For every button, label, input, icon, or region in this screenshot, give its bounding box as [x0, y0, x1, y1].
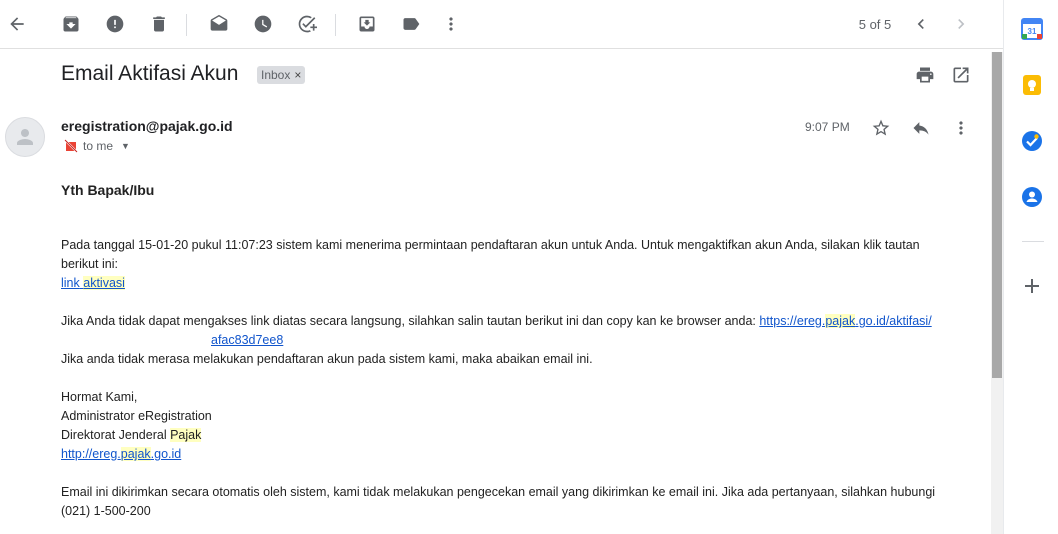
signature-line: [61, 426, 201, 445]
archive-button[interactable]: [54, 7, 88, 41]
label-icon: [401, 14, 421, 34]
keep-icon: [1022, 74, 1042, 96]
recipient-details[interactable]: [64, 139, 130, 153]
arrow-left-icon: [7, 14, 27, 34]
move-to-button[interactable]: [350, 7, 384, 41]
trash-icon: [149, 14, 169, 34]
url-part: .go.id: [150, 447, 182, 461]
delete-button[interactable]: [142, 7, 176, 41]
contacts-app-button[interactable]: [1020, 185, 1044, 209]
get-addons-button[interactable]: [1020, 274, 1044, 298]
mark-unread-button[interactable]: [202, 7, 236, 41]
more-button[interactable]: [434, 7, 468, 41]
body-paragraph: berikut ini:: [61, 257, 118, 271]
reply-icon: [911, 118, 931, 138]
toolbar-divider: [335, 14, 336, 36]
link-word: link: [61, 276, 80, 290]
pager-count: 5 of 5: [858, 17, 892, 32]
calendar-app-button[interactable]: [1020, 17, 1044, 41]
keep-app-button[interactable]: [1020, 73, 1044, 97]
activation-link[interactable]: [61, 274, 125, 293]
older-button[interactable]: [944, 7, 978, 41]
more-vert-icon: [951, 118, 971, 138]
add-icon: [1024, 278, 1040, 294]
link-word-highlight: aktivasi: [83, 276, 125, 290]
remove-label-icon[interactable]: ×: [294, 68, 302, 82]
add-task-button[interactable]: [290, 7, 324, 41]
website-url[interactable]: [61, 447, 181, 461]
footer-paragraph: Email ini dikirimkan secara otomatis oleh sistem, kami tidak melakukan pengecekan email yang dikirimkan ke email ini. Jika ada pertanyaan, silahkan hubungi: [61, 485, 936, 499]
snooze-button[interactable]: [246, 7, 280, 41]
scrollbar[interactable]: [991, 52, 1003, 534]
activation-url-continued[interactable]: [211, 331, 283, 350]
labels-button[interactable]: [394, 7, 428, 41]
sender-avatar[interactable]: [5, 117, 45, 157]
add-task-icon: [297, 14, 317, 34]
body-paragraph: [61, 312, 932, 331]
caret-down-icon[interactable]: ▼: [121, 141, 130, 151]
print-icon: [915, 65, 935, 85]
url-part: http://ereg.: [61, 447, 121, 461]
body-paragraph: Jika anda tidak merasa melakukan pendaftaran akun pada sistem kami, maka abaikan email ini.: [61, 352, 593, 366]
toolbar-divider: [186, 14, 187, 36]
archive-icon: [61, 14, 81, 34]
url-part-highlight: pajak: [120, 447, 151, 461]
activation-url[interactable]: [759, 314, 931, 328]
calendar-icon: [1021, 18, 1043, 40]
chevron-left-icon: [911, 14, 931, 34]
toolbar: [0, 0, 1003, 49]
newer-button[interactable]: [904, 7, 938, 41]
side-panel: [1003, 0, 1058, 534]
back-button[interactable]: [0, 7, 34, 41]
email-greeting: Yth Bapak/Ibu: [61, 182, 155, 198]
recipient-text: to me: [83, 139, 114, 153]
move-to-icon: [357, 14, 377, 34]
url-line2[interactable]: afac83d7ee8: [211, 333, 284, 347]
tasks-icon: [1021, 130, 1043, 152]
chevron-right-icon: [951, 14, 971, 34]
clock-icon: [253, 14, 273, 34]
email-subject: Email Aktifasi Akun: [61, 62, 239, 85]
url-part: https://ereg.: [759, 314, 826, 328]
inbox-label-chip[interactable]: [257, 66, 305, 84]
open-new-window-button[interactable]: [950, 64, 972, 86]
star-button[interactable]: [869, 116, 893, 140]
image-blocked-icon: [64, 139, 78, 153]
reply-button[interactable]: [909, 116, 933, 140]
activation-link-text[interactable]: [61, 276, 125, 290]
body-paragraph: Pada tanggal 15-01-20 pukul 11:07:23 sistem kami menerima permintaan pendaftaran akun untuk Anda. Untuk mengaktifkan akun Anda, silakan klik tautan: [61, 238, 920, 252]
open-in-new-icon: [951, 65, 971, 85]
calendar-day-text: 31: [1027, 27, 1037, 36]
copy-link-instructions: Jika Anda tidak dapat mengakses link diatas secara langsung, silahkan salin tautan berikut ini dan copy kan ke browser anda:: [61, 314, 760, 328]
more-vert-icon: [441, 14, 461, 34]
contacts-icon: [1021, 186, 1043, 208]
mark-unread-icon: [209, 14, 229, 34]
url-part-highlight: pajak: [825, 314, 856, 328]
email-time: 9:07 PM: [805, 120, 850, 134]
print-all-button[interactable]: [914, 64, 936, 86]
sig-highlight: Pajak: [170, 428, 202, 442]
website-link[interactable]: [61, 445, 181, 464]
side-panel-divider: [1022, 241, 1044, 242]
scrollbar-thumb[interactable]: [992, 52, 1002, 378]
report-spam-button[interactable]: [98, 7, 132, 41]
label-chip-text: Inbox: [261, 68, 291, 82]
sig-text: Direktorat Jenderal: [61, 428, 171, 442]
report-spam-icon: [105, 14, 125, 34]
signature-line: Administrator eRegistration: [61, 409, 212, 423]
signature-line: Hormat Kami,: [61, 390, 138, 404]
url-part: .go.id/aktifasi/: [855, 314, 932, 328]
sender-email[interactable]: eregistration@pajak.go.id: [61, 118, 233, 134]
message-more-button[interactable]: [949, 116, 973, 140]
tasks-app-button[interactable]: [1020, 129, 1044, 153]
person-icon: [13, 125, 37, 149]
star-outline-icon: [871, 118, 891, 138]
footer-phone: (021) 1-500-200: [61, 504, 151, 518]
